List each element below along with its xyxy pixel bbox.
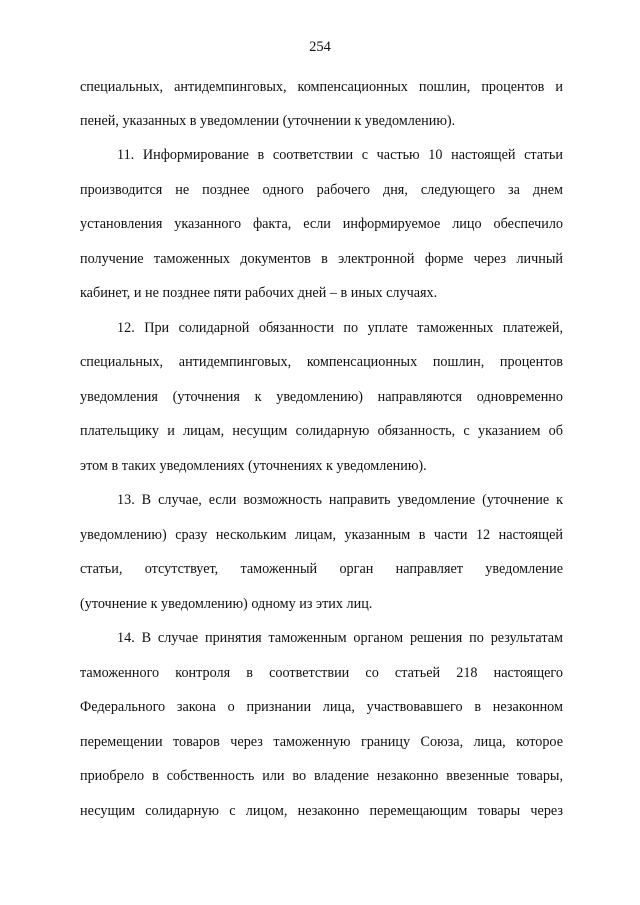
page-number: 254 bbox=[309, 39, 331, 55]
text-line: производится не позднее одного рабочего дня, следующего за днем bbox=[80, 182, 563, 198]
text-line: уведомлению) сразу нескольким лицам, указанным в части 12 настоящей bbox=[80, 527, 563, 543]
text-line: 11. Информирование в соответствии с частью 10 настоящей статьи bbox=[117, 147, 563, 163]
text-line: этом в таких уведомлениях (уточнениях к уведомлению). bbox=[80, 458, 427, 474]
text-line: Федерального закона о признании лица, участвовавшего в незаконном bbox=[80, 699, 563, 715]
text-line: перемещении товаров через таможенную границу Союза, лица, которое bbox=[80, 734, 563, 750]
text-line: статьи, отсутствует, таможенный орган направляет уведомление bbox=[80, 561, 563, 577]
text-line: 14. В случае принятия таможенным органом решения по результатам bbox=[117, 630, 563, 646]
text-line: уведомления (уточнения к уведомлению) направляются одновременно bbox=[80, 389, 563, 405]
text-line: кабинет, и не позднее пяти рабочих дней – в иных случаях. bbox=[80, 285, 438, 301]
text-line: таможенного контроля в соответствии со статьей 218 настоящего bbox=[80, 665, 563, 681]
text-line: приобрело в собственность или во владение незаконно ввезенные товары, bbox=[80, 768, 563, 784]
text-line: специальных, антидемпинговых, компенсационных пошлин, процентов и bbox=[80, 79, 563, 95]
text-line: пеней, указанных в уведомлении (уточнении к уведомлению). bbox=[80, 113, 456, 129]
text-line: получение таможенных документов в электронной форме через личный bbox=[80, 251, 563, 267]
text-line: специальных, антидемпинговых, компенсационных пошлин, процентов bbox=[80, 354, 563, 370]
text-line: 13. В случае, если возможность направить уведомление (уточнение к bbox=[117, 492, 563, 508]
text-line: 12. При солидарной обязанности по уплате таможенных платежей, bbox=[117, 320, 563, 336]
text-line: (уточнение к уведомлению) одному из этих лиц. bbox=[80, 596, 373, 612]
text-line: установления указанного факта, если информируемое лицо обеспечило bbox=[80, 216, 563, 232]
text-line: несущим солидарную с лицом, незаконно перемещающим товары через bbox=[80, 803, 563, 819]
text-line: плательщику и лицам, несущим солидарную обязанность, с указанием об bbox=[80, 423, 563, 439]
